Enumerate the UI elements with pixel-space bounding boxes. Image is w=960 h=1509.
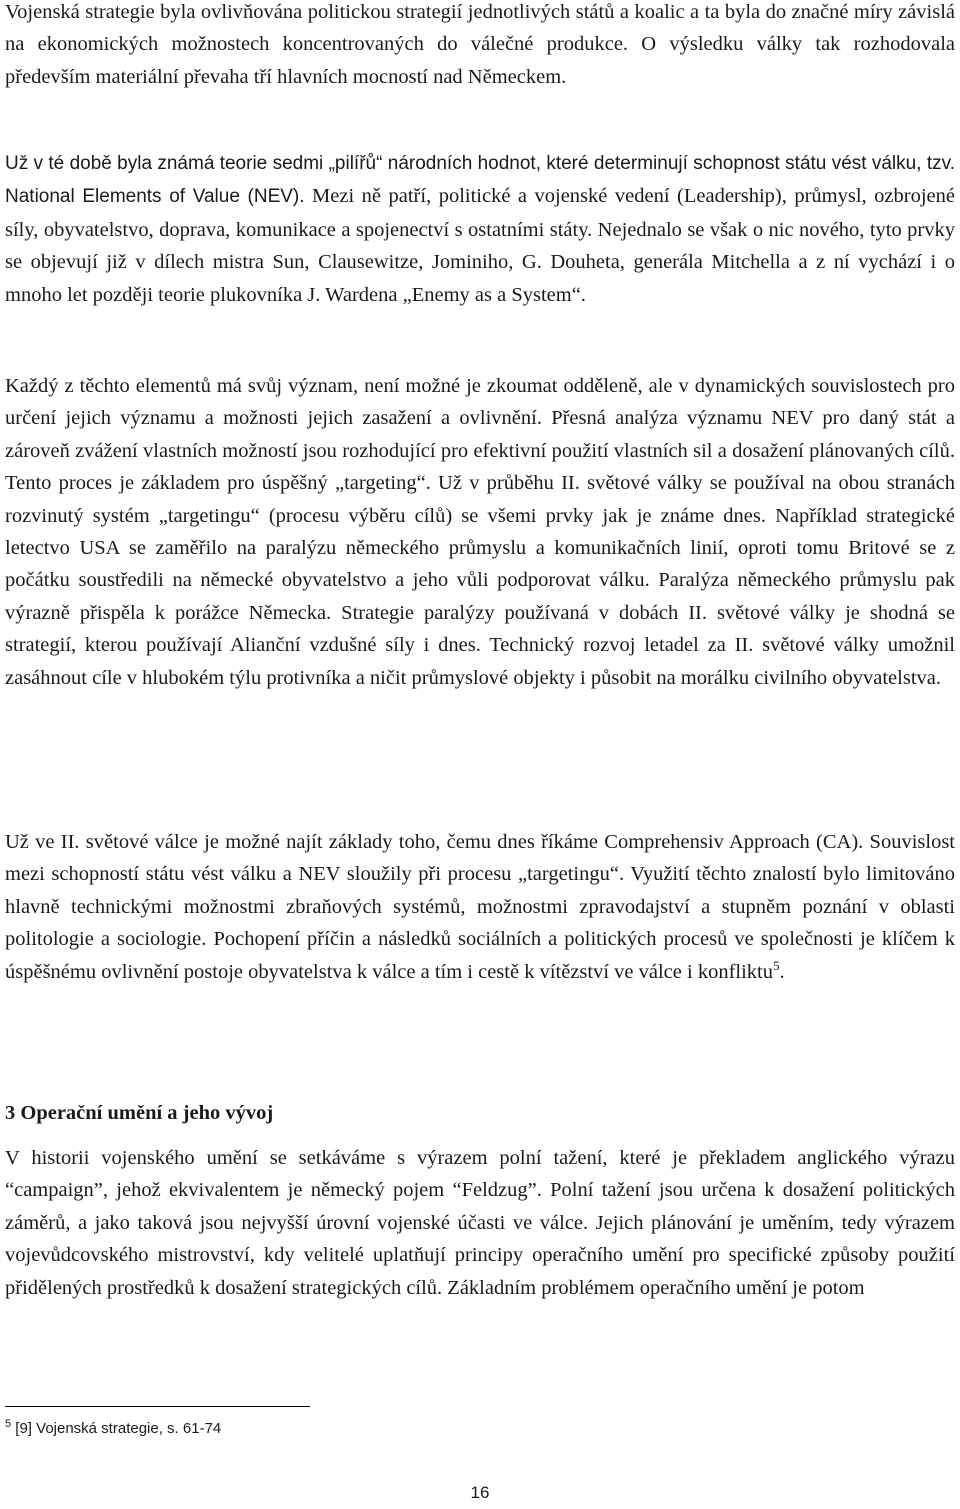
- paragraph-3: [5, 370, 955, 694]
- paragraph-3-text: Každý z těchto elementů má svůj význam, není možné je zkoumat odděleně, ale v dynamických souvislostech pro určení jejich významu a možnosti jejich zasažení a ovlivnění. Přesná analýza významu NEV pro daný stát a zároveň zvážení vlastních možností jsou rozhodující pro efektivní použití vlastních sil a dosažení plánovaných cílů. Tento proces je základem pro úspěšný „targeting“. Už v průběhu II. světové války se používal na obou stranách rozvinutý systém „targetingu“ (procesu výběru cílů) se všemi prvky jak je známe dnes. Například strategické letectvo USA se zaměřilo na paralýzu německého průmyslu a komunikačních linií, oproti tomu Britové se z počátku soustředili na německé obyvatelstvo a jeho vůli podporovat válku. Paralýza německého průmyslu pak výrazně přispěla k porážce Německa. Strategie paralýzy používaná v dobách II. světové války je shodná se strategií, kterou používají Alianční vzdušné síly i dnes. Technický rozvoj letadel za II. světové války umožnil zasáhnout cíle v hlubokém týlu protivníka a ničit průmyslové objekty i působit na morálku civilního obyvatelstva.: [5, 375, 955, 689]
- section-heading: 3 Operační umění a jeho vývoj: [5, 1102, 274, 1124]
- paragraph-4: [5, 826, 955, 988]
- page-number: 16: [470, 1483, 490, 1502]
- footnote-reference[interactable]: 5: [773, 957, 780, 973]
- footnote-number: 5: [5, 1418, 12, 1430]
- footnote-text: [9] Vojenská strategie, s. 61-74: [11, 1420, 222, 1437]
- paragraph-2: [5, 147, 955, 311]
- paragraph-5-text: V historii vojenského umění se setkáváme s výrazem polní tažení, které je překladem anglického výrazu “campaign”, jehož ekvivalentem je německý pojem “Feldzug”. Polní tažení jsou určena k dosažení politických záměrů, a jako taková jsou nejvyšší úrovní vojenské účasti ve válce. Jejich plánování je uměním, tedy výrazem vojevůdcovského mistrovství, kdy velitelé uplatňují principy operačního umění pro specifické způsoby použití přidělených prostředků k dosažení strategických cílů. Základním problémem operačního umění je potom: [5, 1147, 955, 1299]
- paragraph-4-trailing: .: [779, 960, 785, 983]
- paragraph-2-text-a: Už v té době byla známá teorie sedmi „pilířů“ národních hodnot, které determinují schopnost státu vést válku, tzv. National Elements of Value (NEV).: [5, 153, 955, 208]
- paragraph-1: [5, 0, 955, 93]
- paragraph-5: [5, 1142, 955, 1304]
- paragraph-4-text: Už ve II. světové válce je možné najít základy toho, čemu dnes říkáme Comprehensiv Approach (CA). Souvislost mezi schopností státu vést válku a NEV sloužily při procesu „targetingu“. Využití těchto znalostí bylo limitováno hlavně technickými možnostmi zbraňových systémů, možnostmi zpravodajství a stupněm poznání v oblasti politologie a sociologie. Pochopení příčin a následků sociálních a politických procesů ve společnosti je klíčem k úspěšnému ovlivnění postoje obyvatelstva k válce a tím i cestě k vítězství ve válce i konfliktu: [5, 831, 955, 983]
- footnote-divider: [5, 1406, 310, 1407]
- footnote: [5, 1414, 221, 1444]
- paragraph-1-text: Vojenská strategie byla ovlivňována politickou strategií jednotlivých států a koalic a ta byla do značné míry závislá na ekonomických možnostech koncentrovaných do válečné produkce. O výsledku války tak rozhodovala především materiální převaha tří hlavních mocností nad Německem.: [5, 1, 955, 88]
- paragraph-2-text-b: Mezi ně patří, politické a vojenské vedení (Leadership), průmysl, ozbrojené síly, obyvatelstvo, doprava, komunikace a spojenectví s ostatními státy. Nejednalo se však o nic nového, tyto prvky se objevují již v dílech mistra Sun, Clausewitze, Jominiho, G. Douheta, generála Mitchella a z ní vychází i o mnoho let později teorie plukovníka J. Wardena „Enemy as a System“.: [5, 185, 955, 306]
